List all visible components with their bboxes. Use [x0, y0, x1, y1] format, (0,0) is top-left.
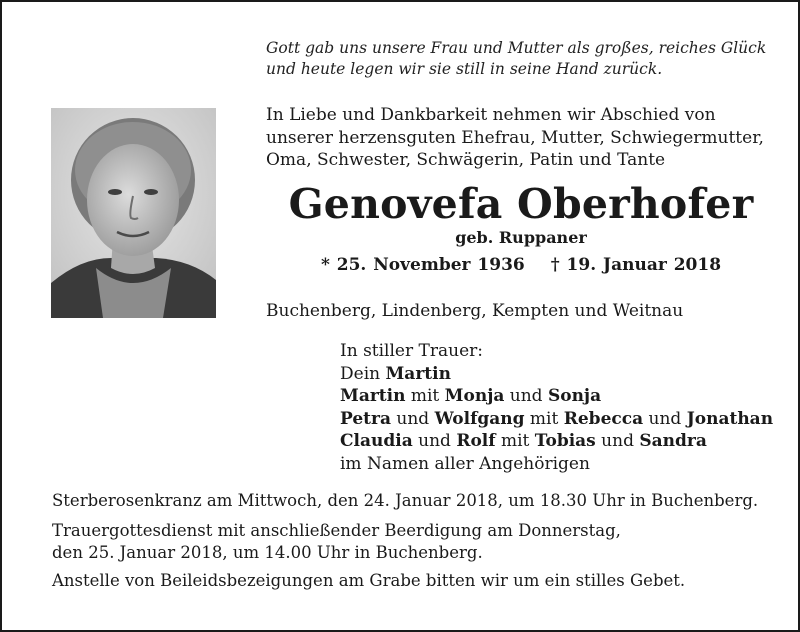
rosary-notice: Sterberosenkranz am Mittwoch, den 24. Januar 2018, um 18.30 Uhr in Buchenberg. [52, 491, 759, 510]
intro-text [266, 104, 764, 172]
connector-word: und [504, 386, 548, 406]
places-line: Buchenberg, Lindenberg, Kempten und Weitnau [266, 301, 684, 321]
portrait-photo [51, 108, 216, 318]
maiden-name: geb. Ruppaner [455, 228, 587, 247]
connector-word: und [643, 408, 687, 429]
connector-word: und [390, 408, 435, 429]
mourner-name: Sandra [639, 431, 707, 451]
motto-verse [266, 38, 766, 80]
connector-word: mit [524, 408, 564, 429]
connector-word: mit [405, 386, 445, 406]
mourners-line-4 [340, 430, 773, 453]
intro-line-1: In Liebe und Dankbarkeit nehmen wir Abschied von [266, 105, 716, 125]
deceased-name: Genovefa Oberhofer [288, 180, 754, 228]
mourner-name: Rebecca [563, 408, 644, 429]
connector-word: Dein [340, 363, 386, 384]
motto-line-1: Gott gab uns unsere Frau und Mutter als großes, reiches Glück [266, 39, 767, 57]
mourners-heading: In stiller Trauer: [340, 341, 483, 361]
mourner-name: Martin [340, 386, 406, 406]
mourner-name: Martin [385, 363, 451, 384]
service-notice [52, 520, 621, 564]
mourner-name: Petra [340, 408, 391, 429]
mourner-name: Wolfgang [434, 408, 525, 429]
motto-line-2: und heute legen wir sie still in seine Hand zurück. [266, 60, 663, 78]
death-date: † 19. Januar 2018 [550, 255, 722, 275]
mourner-name: Rolf [456, 431, 496, 451]
mourners-line-1 [340, 363, 773, 386]
connector-word: mit [495, 431, 535, 451]
mourner-name: Monja [444, 386, 505, 406]
mourner-name: Jonathan [686, 408, 774, 429]
mourners-list [340, 340, 773, 475]
mourner-name: Tobias [534, 431, 596, 451]
mourners-line-2 [340, 385, 773, 408]
birth-date: * 25. November 1936 [320, 255, 525, 275]
mourners-closing: im Namen aller Angehörigen [340, 453, 590, 474]
connector-word: und [595, 431, 640, 451]
mourner-name: Sonja [547, 386, 602, 406]
prayer-request: Anstelle von Beileidsbezeigungen am Grabe bitten wir um ein stilles Gebet. [52, 571, 686, 590]
mourners-line-3 [340, 408, 773, 431]
intro-line-3: Oma, Schwester, Schwägerin, Patin und Tante [266, 150, 666, 170]
life-dates [266, 255, 776, 275]
connector-word: und [412, 431, 457, 451]
intro-line-2: unserer herzensguten Ehefrau, Mutter, Schwiegermutter, [266, 127, 764, 148]
service-line-2: den 25. Januar 2018, um 14.00 Uhr in Buchenberg. [52, 543, 483, 562]
mourner-name: Claudia [340, 431, 413, 451]
service-line-1: Trauergottesdienst mit anschließender Beerdigung am Donnerstag, [52, 521, 621, 540]
